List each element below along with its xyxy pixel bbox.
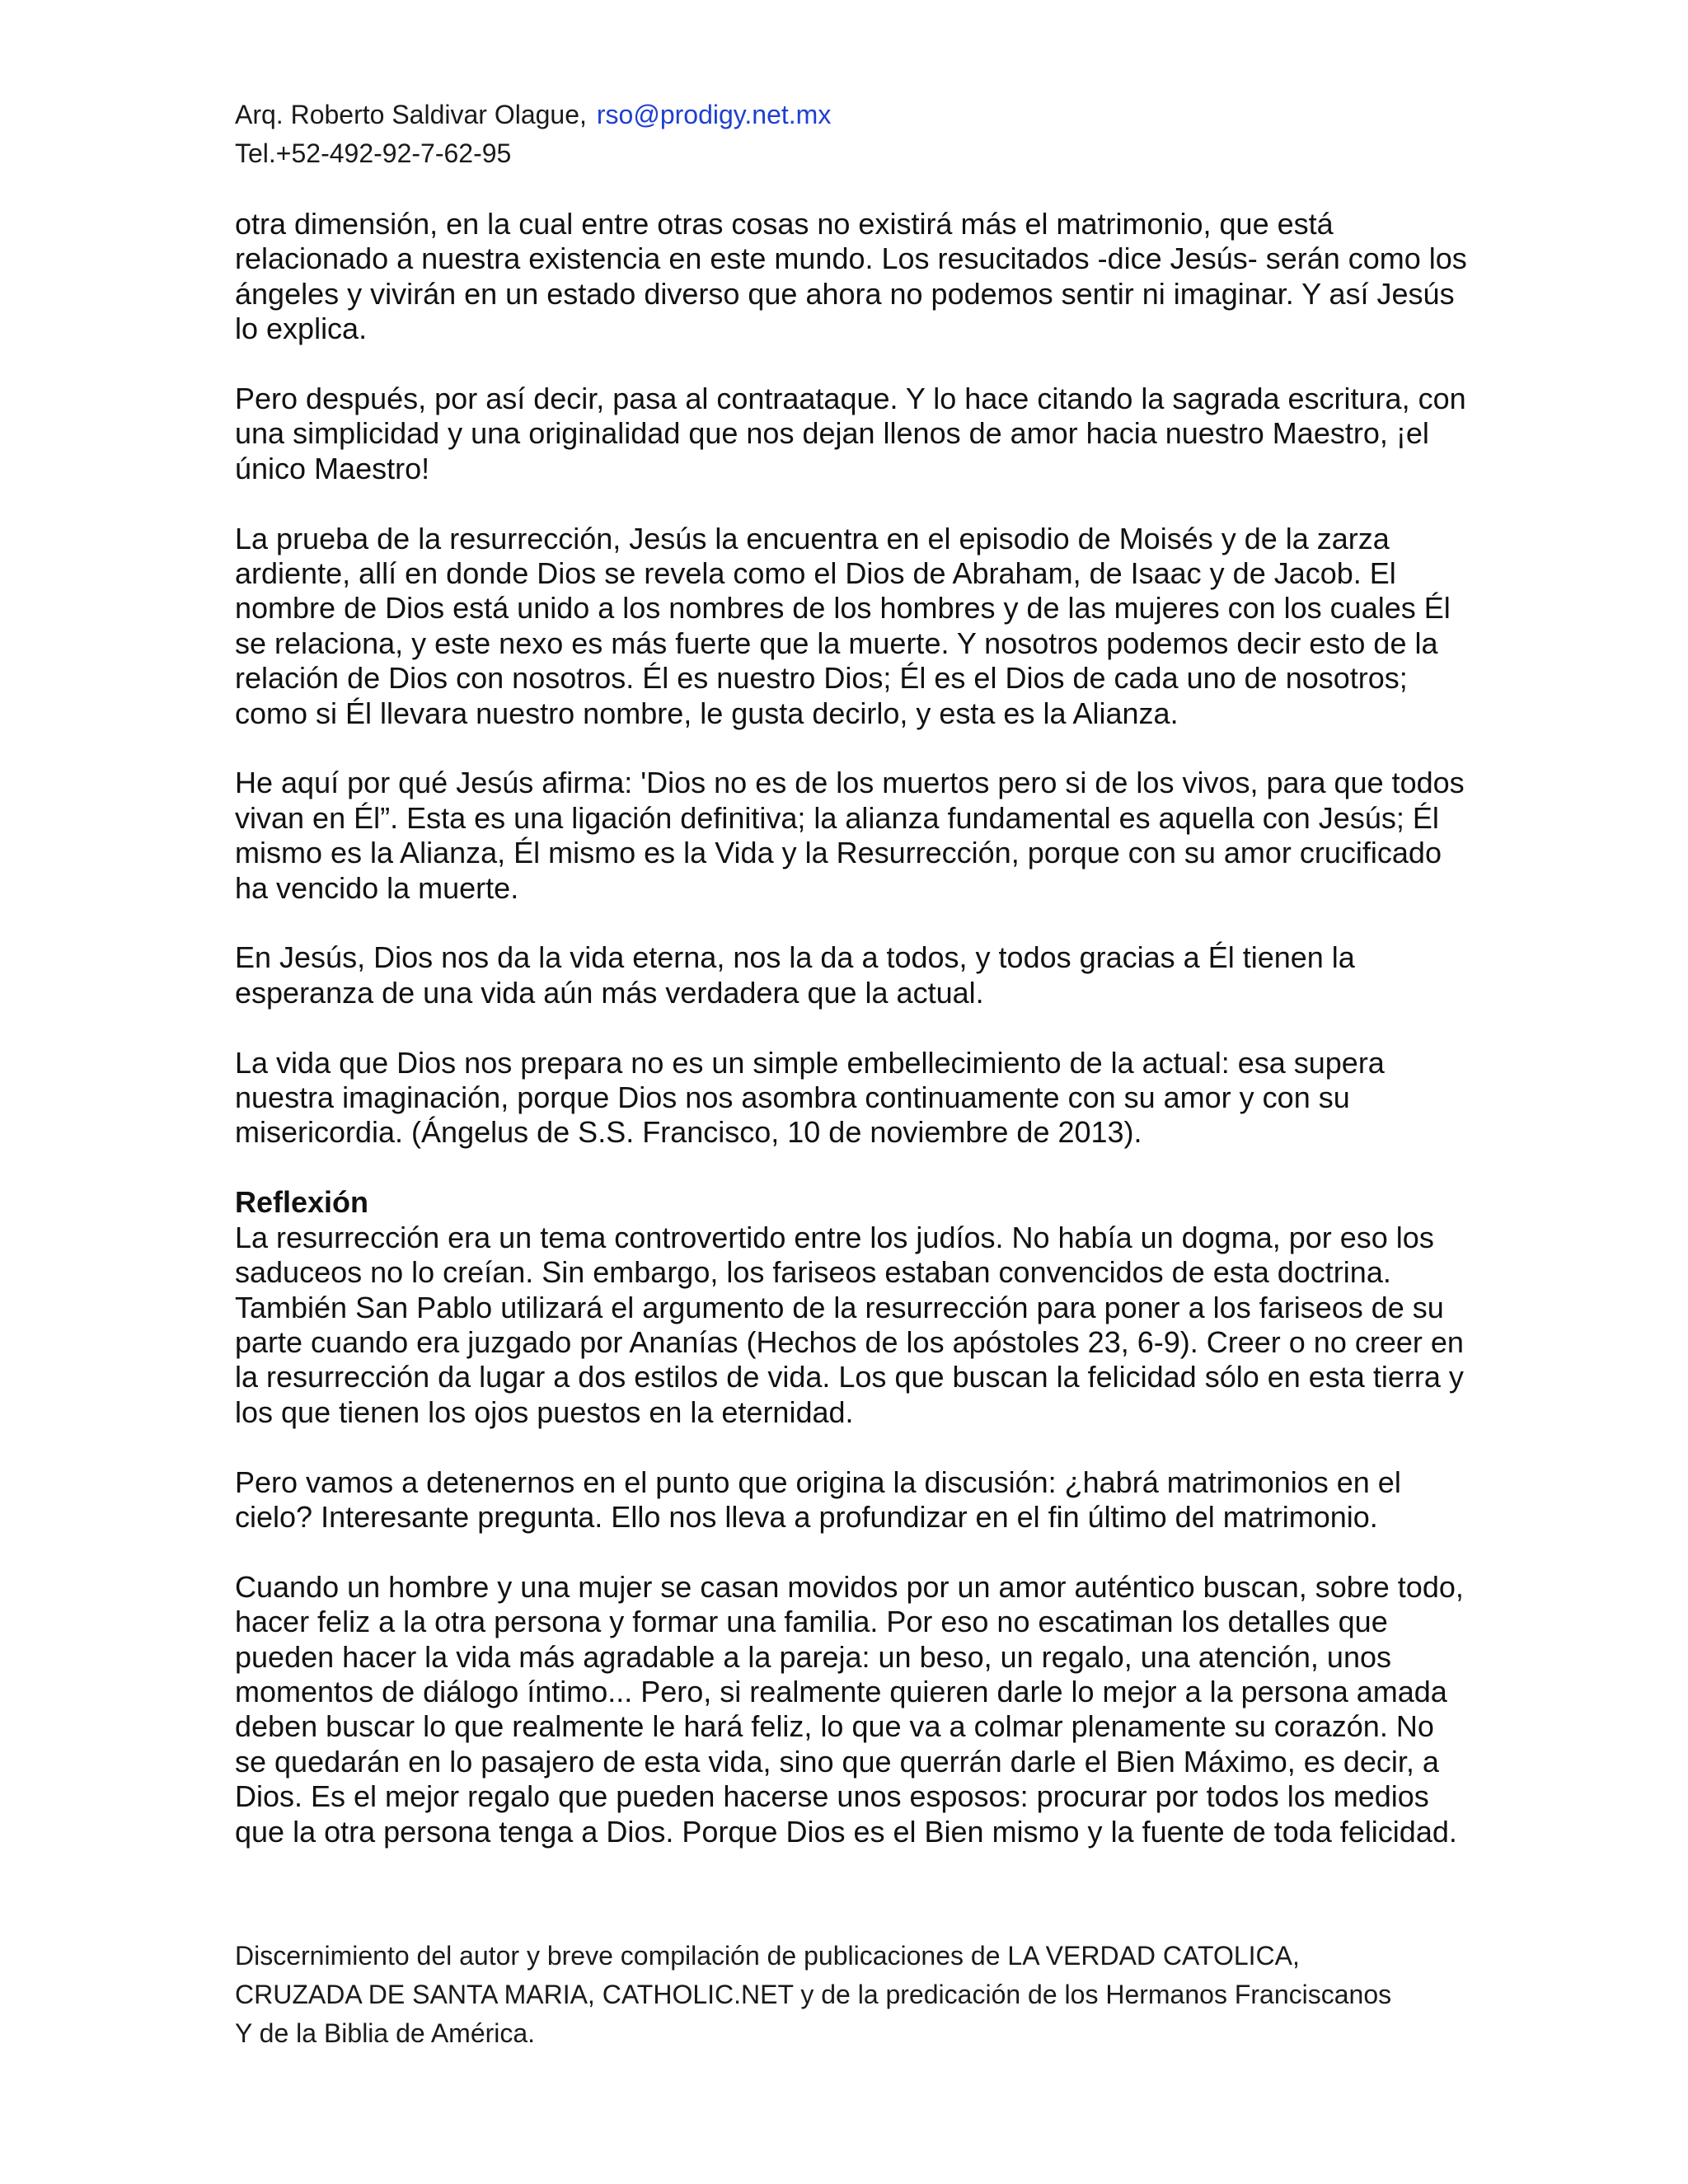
author-phone: Tel.+52-492-92-7-62-95 xyxy=(235,138,512,168)
body-paragraph-6: La vida que Dios nos prepara no es un simple embellecimiento de la actual: esa supera nuestra imaginación, porque Dios nos asombra continuamente con su amor y con su misericordia. (Ángelus de S.S. Francisco, 10 de noviembre de 2013). xyxy=(235,1045,1385,1150)
body-paragraph-1: otra dimensión, en la cual entre otras cosas no existirá más el matrimonio, que está relacionado a nuestra existencia en este mundo. Los resucitados -dice Jesús- serán como los ángeles y vivirán en un estado diverso que ahora no podemos sentir ni imaginar. Y así Jesús lo explica. xyxy=(235,207,1467,346)
body-paragraph-2: Pero después, por así decir, pasa al contraataque. Y lo hace citando la sagrada escritura, con una simplicidad y una originalidad que nos dejan llenos de amor hacia nuestro Maestro, ¡el único Maestro! xyxy=(235,382,1466,485)
page-header xyxy=(235,96,831,173)
body-paragraph-3: La prueba de la resurrección, Jesús la encuentra en el episodio de Moisés y de la zarza ardiente, allí en donde Dios se revela como el Dios de Abraham, de Isaac y de Jacob. El nombre de Dios está unido a los nombres de los hombres y de las mujeres con los cuales Él se relaciona, y este nexo es más fuerte que la muerte. Y nosotros podemos decir esto de la relación de Dios con nosotros. Él es nuestro Dios; Él es el Dios de cada uno de nosotros; como si Él llevara nuestro nombre, le gusta decirlo, y esta es la Alianza. xyxy=(235,521,1451,730)
author-line xyxy=(235,96,831,134)
author-name: Arq. Roberto Saldivar Olague, xyxy=(235,100,587,129)
reflection-paragraph-3: Cuando un hombre y una mujer se casan movidos por un amor auténtico buscan, sobre todo, hacer feliz a la otra persona y formar una familia. Por eso no escatiman los detalles que pueden hacer la vida más agradable a la pareja: un beso, un regalo, una atención, unos momentos de diálogo íntimo... Pero, si realmente quieren darle lo mejor a la persona amada deben buscar lo que realmente le hará feliz, lo que va a colmar plenamente su corazón. No se quedarán en lo pasajero de esta vida, sino que querrán darle el Bien Máximo, es decir, a Dios. Es el mejor regalo que pueden hacerse unos esposos: procurar por todos los medios que la otra persona tenga a Dios. Porque Dios es el Bien mismo y la fuente de toda felicidad. xyxy=(235,1569,1464,1849)
footer-line-3: Y de la Biblia de América. xyxy=(235,2018,536,2048)
reflection-paragraph-2: Pero vamos a detenernos en el punto que origina la discusión: ¿habrá matrimonios en el cielo? Interesante pregunta. Ello nos lleva a profundizar en el fin último del matrimonio. xyxy=(235,1465,1401,1534)
author-email-link[interactable]: rso@prodigy.net.mx xyxy=(596,100,832,129)
reflection-paragraph-1: La resurrección era un tema controvertido entre los judíos. No había un dogma, por eso los saduceos no lo creían. Sin embargo, los fariseos estaban convencidos de esta doctrina. También San Pablo utilizará el argumento de la resurrección para poner a los fariseos de su parte cuando era juzgado por Ananías (Hechos de los apóstoles 23, 6-9). Creer o no creer en la resurrección da lugar a dos estilos de vida. Los que buscan la felicidad sólo en esta tierra y los que tienen los ojos puestos en la eternidad. xyxy=(235,1220,1464,1429)
page-footer xyxy=(235,1937,1554,2053)
body-paragraph-4: He aquí por qué Jesús afirma: 'Dios no es de los muertos pero si de los vivos, para que todos vivan en Él”. Esta es una ligación definitiva; la alianza fundamental es aquella con Jesús; Él mismo es la Alianza, Él mismo es la Vida y la Resurrección, porque con su amor crucificado ha vencido la muerte. xyxy=(235,766,1465,905)
footer-line-1: Discernimiento del autor y breve compilación de publicaciones de LA VERDAD CATOLICA, xyxy=(235,1941,1300,1971)
document-body xyxy=(235,207,1471,1884)
footer-line-2: CRUZADA DE SANTA MARIA, CATHOLIC.NET y de la predicación de los Hermanos Franciscanos xyxy=(235,1980,1392,2009)
body-paragraph-5: En Jesús, Dios nos da la vida eterna, nos la da a todos, y todos gracias a Él tienen la esperanza de una vida aún más verdadera que la actual. xyxy=(235,940,1355,1010)
reflection-heading: Reflexión xyxy=(235,1185,369,1220)
